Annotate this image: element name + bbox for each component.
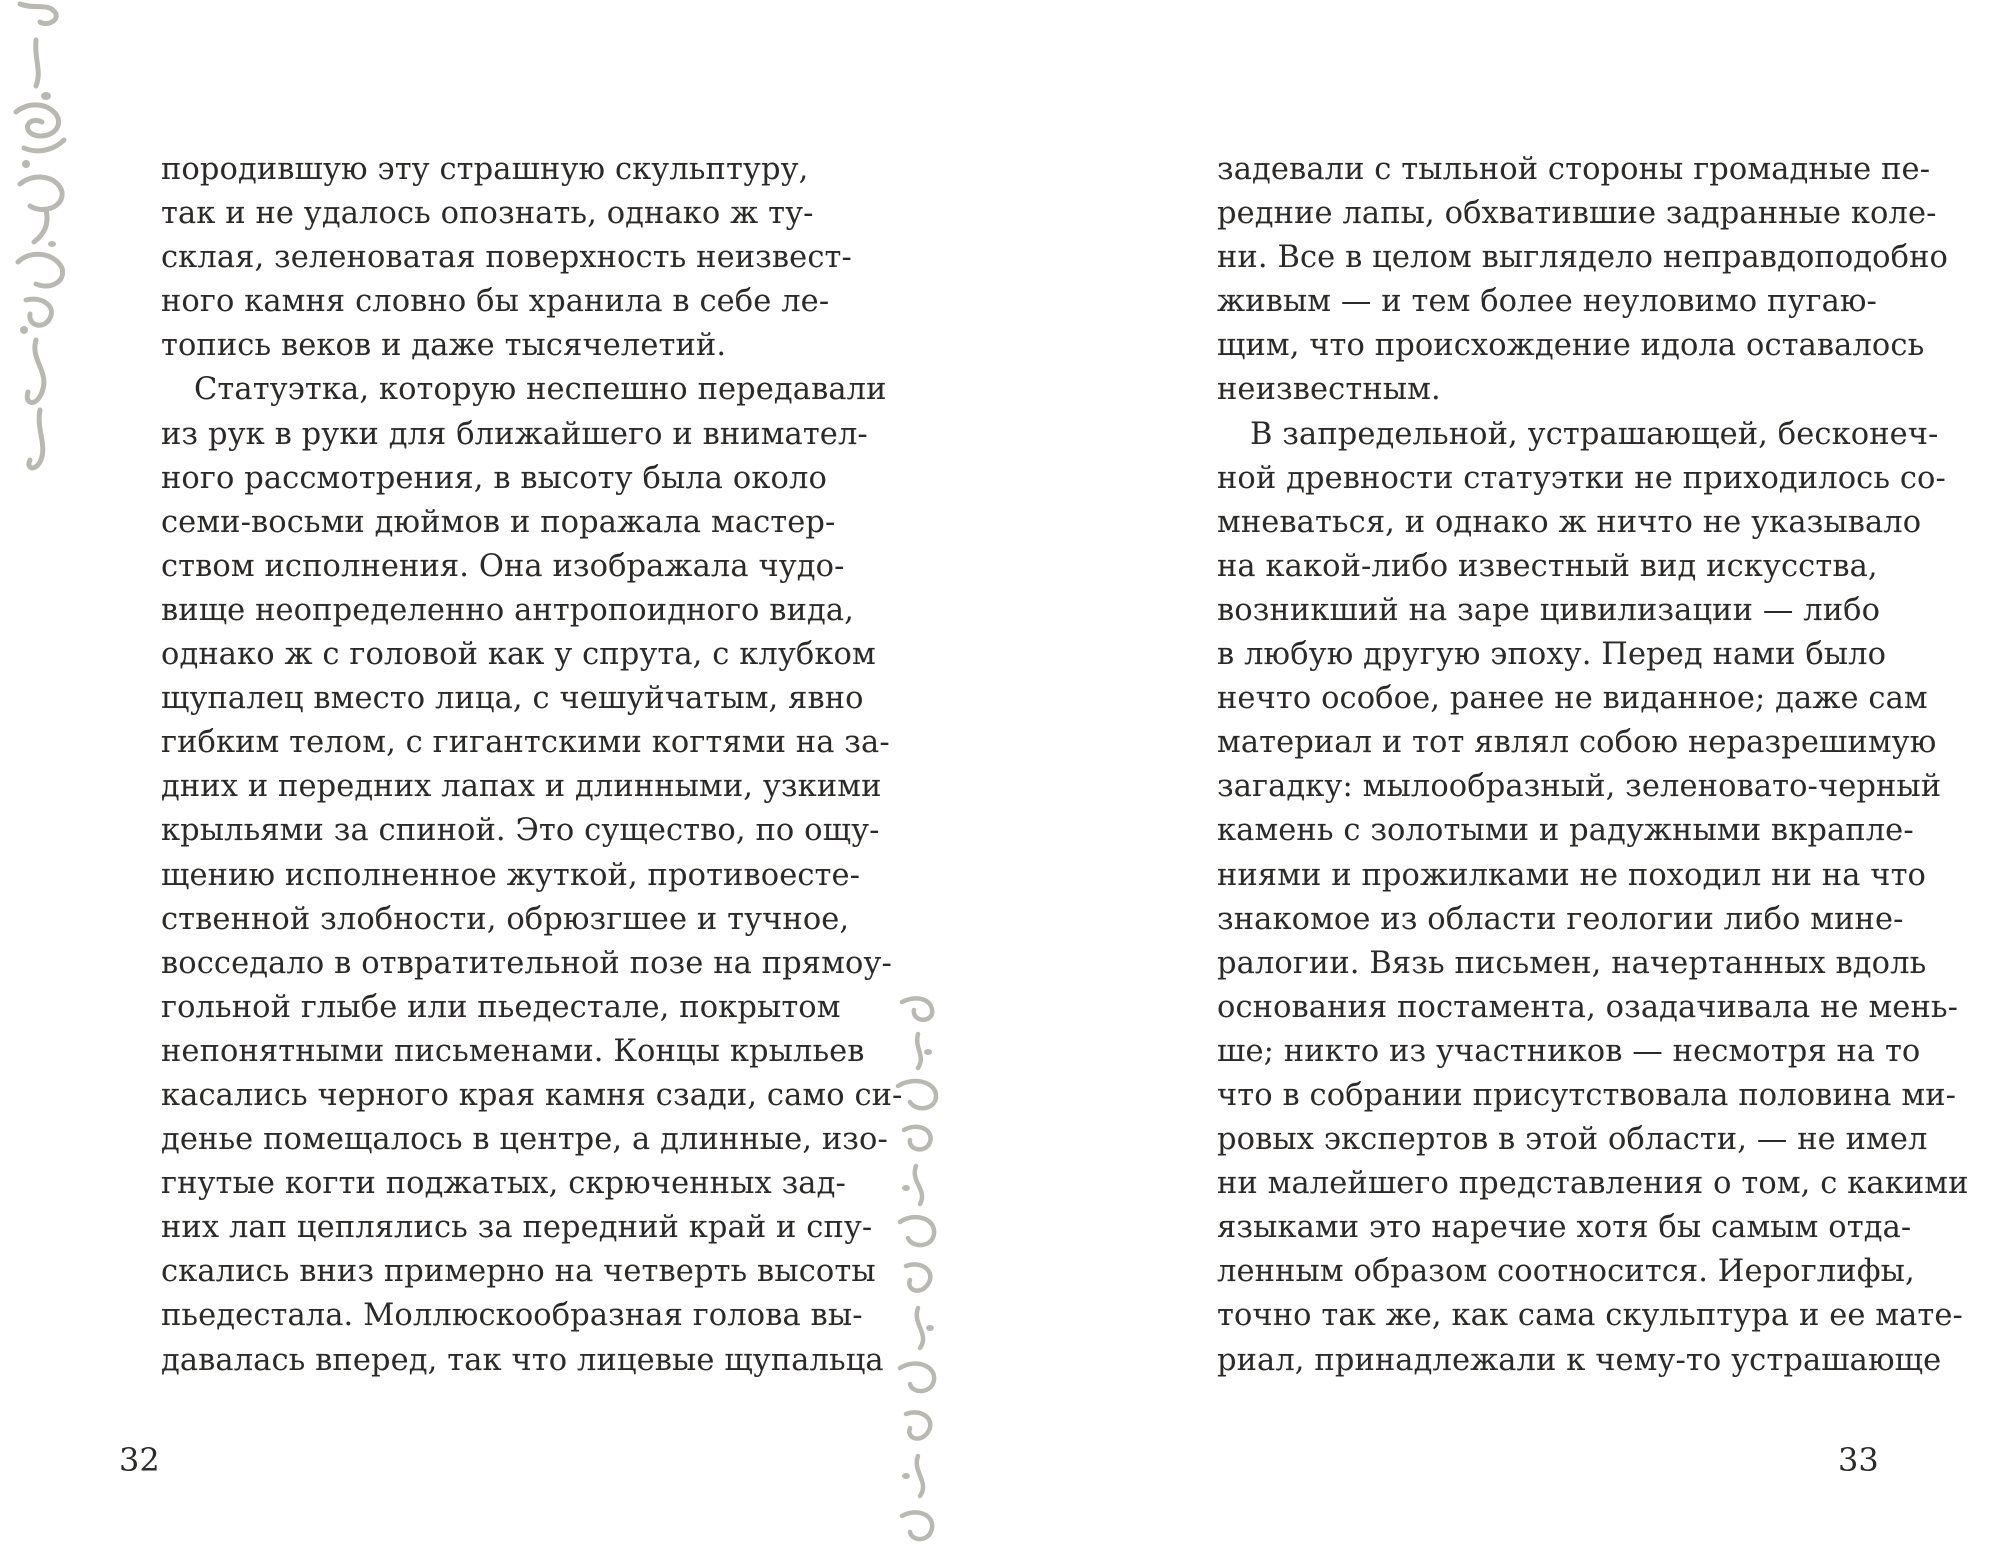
text-line: в любую другую эпоху. Перед нами было	[1217, 637, 1887, 673]
text-line: дних и передних лапах и длинными, узкими	[161, 769, 882, 805]
text-line: материал и тот являл собою неразрешимую	[1217, 725, 1937, 761]
text-line: мневаться, и однако ж ничто не указывало	[1217, 504, 1922, 540]
text-line: ралогии. Вязь письмен, начертанных вдоль	[1217, 945, 1927, 981]
text-line: топись веков и даже тысячелетий.	[161, 328, 727, 364]
text-line: ни малейшего представления о том, с какими	[1217, 1166, 1969, 1202]
left-page-text	[161, 148, 903, 1383]
text-line: В запредельной, устрашающей, бесконеч-	[1250, 416, 1939, 452]
text-line: гольной глыбе или пьедестале, покрытом	[161, 989, 841, 1025]
text-line: на какой-либо известный вид искусства,	[1217, 548, 1878, 584]
text-line: основания постамента, озадачивала не мень-	[1217, 989, 1958, 1025]
text-line: из рук в руки для ближайшего и внимател-	[161, 416, 868, 452]
text-line: крыльями за спиной. Это существо, по ощу-	[161, 813, 880, 849]
text-line: редние лапы, обхватившие задранные коле-	[1217, 196, 1937, 232]
text-line: касались черного края камня сзади, само си-	[161, 1077, 903, 1113]
text-line: породившую эту страшную скульптуру,	[161, 152, 809, 187]
text-line: ного рассмотрения, в высоту была около	[161, 460, 827, 496]
text-line: гибким телом, с гигантскими когтями на за-	[161, 725, 890, 761]
text-line: восседало в отвратительной позе на прямоу-	[161, 945, 892, 981]
text-line: ленным образом соотносится. Иероглифы,	[1217, 1254, 1915, 1290]
text-line: языками это наречие хотя бы самым отда-	[1217, 1210, 1912, 1246]
text-line: щению исполненное жуткой, противоесте-	[161, 857, 861, 893]
text-line: однако ж с головой как у спрута, с клубком	[161, 637, 876, 673]
text-line: живым — и тем более неуловимо пугаю-	[1217, 284, 1877, 320]
text-line: неизвестным.	[1217, 372, 1441, 408]
text-line: ного камня словно бы хранила в себе ле-	[161, 284, 830, 320]
text-line: денье помещалось в центре, а длинные, изо-	[161, 1122, 888, 1158]
left-margin-ornament	[6, 0, 76, 480]
text-line: нечто особое, ранее не виданное; даже сам	[1217, 681, 1928, 717]
text-line: что в собрании присутствовала половина ми-	[1217, 1077, 1957, 1113]
text-line: пьедестала. Моллюскообразная голова вы-	[161, 1298, 863, 1334]
left-page-number: 32	[119, 1441, 160, 1479]
text-line: ровых экспертов в этой области, — не имел	[1217, 1122, 1928, 1158]
right-page-number: 33	[1838, 1441, 1879, 1479]
text-line: ше; никто из участников — несмотря на то	[1217, 1033, 1921, 1069]
text-line: точно так же, как сама скульптура и ее мате-	[1217, 1298, 1963, 1334]
text-line: ной древности статуэтки не приходилось со-	[1217, 460, 1946, 496]
text-line: семи-восьми дюймов и поражала мастер-	[161, 504, 836, 540]
text-line: непонятными письменами. Концы крыльев	[161, 1033, 865, 1069]
text-line: них лап цеплялись за передний край и спу-	[161, 1210, 873, 1246]
text-line: ниями и прожилками не походил ни на что	[1217, 857, 1927, 893]
text-line: Статуэтка, которую неспешно передавали	[194, 372, 887, 408]
text-line: ни. Все в целом выглядело неправдоподобно	[1217, 240, 1948, 276]
text-line: знакомое из области геологии либо мине-	[1217, 901, 1904, 937]
text-line: скались вниз примерно на четверть высоты	[161, 1254, 876, 1290]
text-line: гнутые когти поджатых, скрюченных зад-	[161, 1166, 846, 1202]
text-line: риал, принадлежали к чему-то устрашающе	[1217, 1342, 1942, 1378]
text-line: склая, зеленоватая поверхность неизвест-	[161, 240, 852, 276]
text-line: так и не удалось опознать, однако ж ту-	[161, 196, 814, 232]
right-page-text	[1217, 148, 1969, 1383]
text-line: давалась вперед, так что лицевые щупальца	[161, 1342, 884, 1378]
text-line: ственной злобности, обрюзгшее и тучное,	[161, 901, 850, 937]
text-line: вище неопределенно антропоидного вида,	[161, 592, 854, 628]
text-line: загадку: мылообразный, зеленовато-черный	[1217, 769, 1942, 805]
text-line: возникший на заре цивилизации — либо	[1217, 592, 1881, 628]
text-line: камень с золотыми и радужными вкрапле-	[1217, 813, 1914, 849]
text-line: ством исполнения. Она изображала чудо-	[161, 548, 845, 584]
text-line: задевали с тыльной стороны громадные пе-	[1217, 152, 1931, 187]
text-line: щим, что происхождение идола оставалось	[1217, 328, 1925, 364]
gutter-ornament	[888, 990, 948, 1561]
text-line: щупалец вместо лица, с чешуйчатым, явно	[161, 681, 864, 717]
